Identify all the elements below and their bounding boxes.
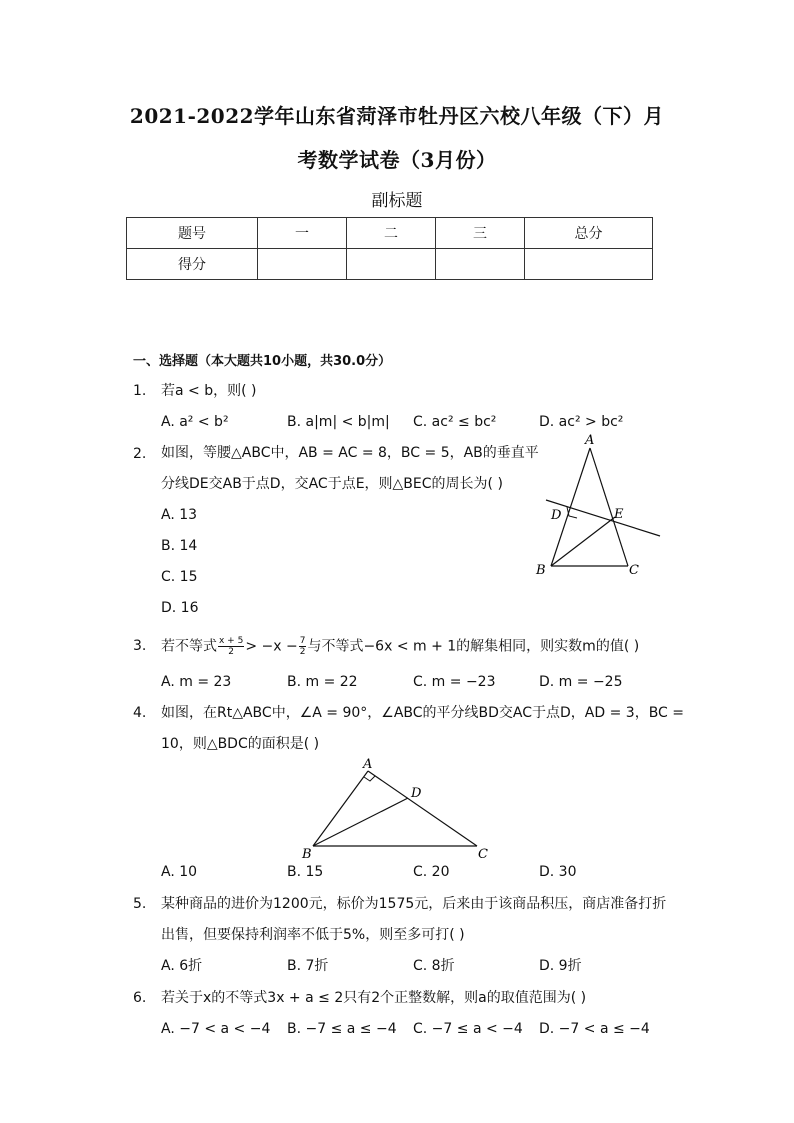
- score-cell-3[interactable]: [436, 249, 525, 280]
- score-table-score-row: [127, 249, 653, 280]
- q2-label-a: A: [585, 433, 595, 448]
- q6-option-a[interactable]: A. −7 < a < −4: [161, 1021, 271, 1037]
- score-header-cell: 二: [347, 218, 436, 249]
- score-table-header-row: [127, 218, 653, 249]
- q3-frac2-denominator: 2: [299, 647, 306, 657]
- question-number: 5.: [133, 896, 147, 912]
- question-number: 6.: [133, 990, 147, 1006]
- question-number: 1.: [133, 383, 147, 399]
- q1-option-d[interactable]: D. ac² > bc²: [539, 414, 624, 430]
- question-1-text: 若a < b，则( ): [161, 383, 257, 399]
- q2-option-a[interactable]: A. 13: [161, 507, 198, 523]
- question-5-line2: 出售，但要保持利润率不低于5%，则至多可打( ): [161, 927, 465, 943]
- q4-option-c[interactable]: C. 20: [413, 864, 450, 880]
- q6-option-d[interactable]: D. −7 < a ≤ −4: [539, 1021, 650, 1037]
- q3-frac2-numerator: 7: [299, 636, 306, 646]
- q6-option-c[interactable]: C. −7 ≤ a < −4: [413, 1021, 523, 1037]
- q3-frac1-denominator: 2: [228, 647, 235, 657]
- question-3-text: [161, 636, 639, 657]
- question-number: 4.: [133, 705, 147, 721]
- q1-option-a[interactable]: A. a² < b²: [161, 414, 229, 430]
- q4-option-a[interactable]: A. 10: [161, 864, 198, 880]
- q2-label-c: C: [629, 563, 639, 578]
- q3-text-post: 与不等式−6x < m + 1的解集相同，则实数m的值( ): [307, 638, 640, 655]
- q3-option-a[interactable]: A. m = 23: [161, 674, 232, 690]
- q3-frac1-numerator: x + 5: [219, 636, 244, 646]
- q4-triangle-figure: [295, 755, 500, 860]
- q2-label-e: E: [614, 507, 624, 522]
- q1-option-c[interactable]: C. ac² ≤ bc²: [413, 414, 497, 430]
- q2-label-b: B: [536, 563, 546, 578]
- question-2-line2: 分线DE交AB于点D，交AC于点E，则△BEC的周长为( ): [161, 476, 503, 492]
- question-number: 2.: [133, 446, 147, 462]
- q5-option-a[interactable]: A. 6折: [161, 958, 203, 974]
- question-4-line1: 如图，在Rt△ABC中，∠A = 90°，∠ABC的平分线BD交AC于点D，AD = 3，BC =: [161, 705, 685, 721]
- q5-option-b[interactable]: B. 7折: [287, 958, 329, 974]
- q2-option-d[interactable]: D. 16: [161, 600, 199, 616]
- score-cell-2[interactable]: [347, 249, 436, 280]
- q5-option-c[interactable]: C. 8折: [413, 958, 455, 974]
- score-cell-1[interactable]: [258, 249, 347, 280]
- q3-option-d[interactable]: D. m = −25: [539, 674, 623, 690]
- question-number: 3.: [133, 638, 147, 654]
- q2-option-c[interactable]: C. 15: [161, 569, 198, 585]
- exam-title-line2: 考数学试卷（3月份）: [297, 148, 497, 172]
- q3-option-c[interactable]: C. m = −23: [413, 674, 496, 690]
- score-table: [126, 217, 653, 280]
- q5-option-d[interactable]: D. 9折: [539, 958, 582, 974]
- q4-label-d: D: [411, 786, 422, 801]
- q4-label-a: A: [363, 757, 373, 772]
- q4-label-c: C: [478, 847, 488, 860]
- exam-subtitle: 副标题: [371, 191, 423, 211]
- q1-option-b[interactable]: B. a|m| < b|m|: [287, 414, 390, 430]
- q6-option-b[interactable]: B. −7 ≤ a ≤ −4: [287, 1021, 397, 1037]
- q3-option-b[interactable]: B. m = 22: [287, 674, 358, 690]
- q3-text-mid: > −x −: [245, 638, 298, 655]
- q2-triangle-figure: [530, 430, 670, 580]
- q3-text-pre: 若不等式: [161, 638, 217, 655]
- section-heading: 一、选择题（本大题共10小题，共30.0分）: [133, 354, 392, 369]
- exam-title-line1: 2021-2022学年山东省菏泽市牡丹区六校八年级（下）月: [129, 104, 665, 128]
- question-4-line2: 10，则△BDC的面积是( ): [161, 736, 320, 752]
- score-header-cell: 三: [436, 218, 525, 249]
- q3-fraction-1: [218, 636, 244, 657]
- question-6-text: 若关于x的不等式3x + a ≤ 2只有2个正整数解，则a的取值范围为( ): [161, 990, 587, 1006]
- score-cell-total[interactable]: [525, 249, 653, 280]
- score-row-label: 得分: [127, 249, 258, 280]
- score-header-cell: 题号: [127, 218, 258, 249]
- question-2-line1: 如图，等腰△ABC中，AB = AC = 8，BC = 5，AB的垂直平: [161, 445, 539, 461]
- q2-option-b[interactable]: B. 14: [161, 538, 198, 554]
- q2-label-d: D: [551, 508, 562, 523]
- q3-fraction-2: [299, 636, 307, 657]
- q4-option-b[interactable]: B. 15: [287, 864, 324, 880]
- score-header-cell: 总分: [525, 218, 653, 249]
- q4-option-d[interactable]: D. 30: [539, 864, 577, 880]
- question-5-line1: 某种商品的进价为1200元，标价为1575元，后来由于该商品积压，商店准备打折: [161, 896, 667, 912]
- score-header-cell: 一: [258, 218, 347, 249]
- q4-label-b: B: [302, 847, 312, 860]
